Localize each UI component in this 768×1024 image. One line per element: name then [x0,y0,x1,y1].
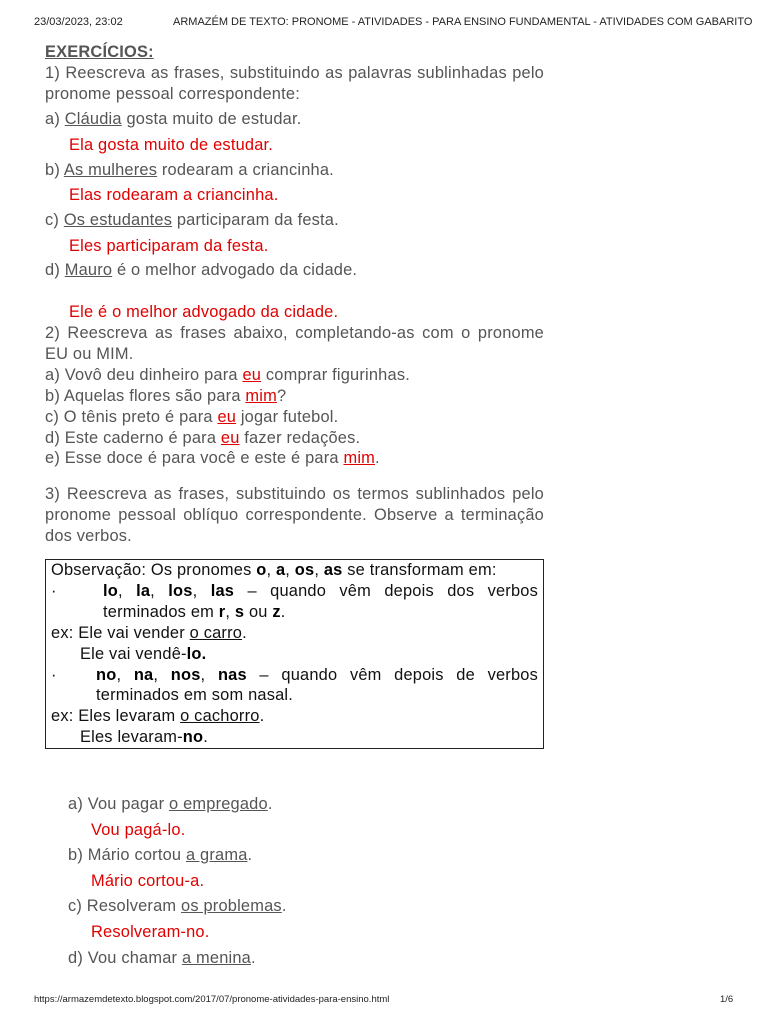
q3-item-a: a) Vou pagar o empregado. [68,795,273,813]
q1-answer-b: Elas rodearam a criancinha. [69,186,279,205]
q1-prompt: 1) Reescreva as frases, substituindo as palavras sublinhadas pelo pronome pessoal correspondente: [45,63,544,103]
bullet-dot: · [51,665,57,684]
document-body [45,42,544,749]
observation-rule-no: · no, na, nos, nas – quando vêm depois de verbos terminados em som nasal. [51,665,538,705]
q3-answer-c: Resolveram-no. [91,922,210,941]
q1-item-d: d) Mauro é o melhor advogado da cidade. [45,261,358,280]
q2-item-b: b) Aquelas flores são para mim? [45,386,287,405]
observation-example-1-result: Ele vai vendê-lo. [80,644,207,663]
q1-item-c: c) Os estudantes participaram da festa. [45,211,339,230]
q3-item-d: d) Vou chamar a menina. [68,948,256,967]
q3-answer-a: Vou pagá-lo. [91,820,186,839]
observation-example-2: ex: Eles levaram o cachorro. [51,707,265,726]
q3-items [68,792,287,971]
q2-item-e: e) Esse doce é para você e este é para mim. [45,449,380,468]
q1-item-a: a) Cláudia gosta muito de estudar. [45,109,302,128]
observation-example-1: ex: Ele vai vender o carro. [51,623,247,642]
q3-item-b: b) Mário cortou a grama. [68,846,253,865]
q2-item-d: d) Este caderno é para eu fazer redações. [45,428,361,447]
q2-item-c: c) O tênis preto é para eu jogar futebol. [45,407,339,426]
q3-answer-b: Mário cortou-a. [91,871,205,890]
q3-item-c: c) Resolveram os problemas. [68,897,287,916]
observation-example-2-result: Eles levaram-no. [80,728,208,747]
exercises-heading: EXERCÍCIOS: [45,43,154,61]
print-page-title: ARMAZÉM DE TEXTO: PRONOME - ATIVIDADES - PARA ENSINO FUNDAMENTAL - ATIVIDADES COM GABARITO [173,16,753,28]
print-url: https://armazemdetexto.blogspot.com/2017/07/pronome-atividades-para-ensino.html [34,994,390,1005]
q2-prompt: 2) Reescreva as frases abaixo, completando-as com o pronome EU ou MIM. [45,323,544,363]
print-datetime: 23/03/2023, 23:02 [34,16,123,28]
q2-item-a: a) Vovô deu dinheiro para eu comprar figurinhas. [45,365,410,384]
print-page-number: 1/6 [720,994,734,1005]
bullet-dot: · [51,581,57,600]
observation-box [45,559,544,749]
q1-answer-c: Eles participaram da festa. [69,237,269,256]
q3-prompt: 3) Reescreva as frases, substituindo os termos sublinhados pelo pronome pessoal oblíquo correspondente. Observe a terminação dos verbos. [45,485,544,546]
q1-answer-d: Ele é o melhor advogado da cidade. [69,303,339,322]
q1-answer-a: Ela gosta muito de estudar. [69,135,274,154]
q1-item-b: b) As mulheres rodearam a criancinha. [45,160,334,179]
observation-intro: Observação: Os pronomes o, a, os, as se transformam em: [51,561,497,580]
observation-rule-lo: · lo, la, los, las – quando vêm depois dos verbos terminados em r, s ou z. [51,581,538,621]
